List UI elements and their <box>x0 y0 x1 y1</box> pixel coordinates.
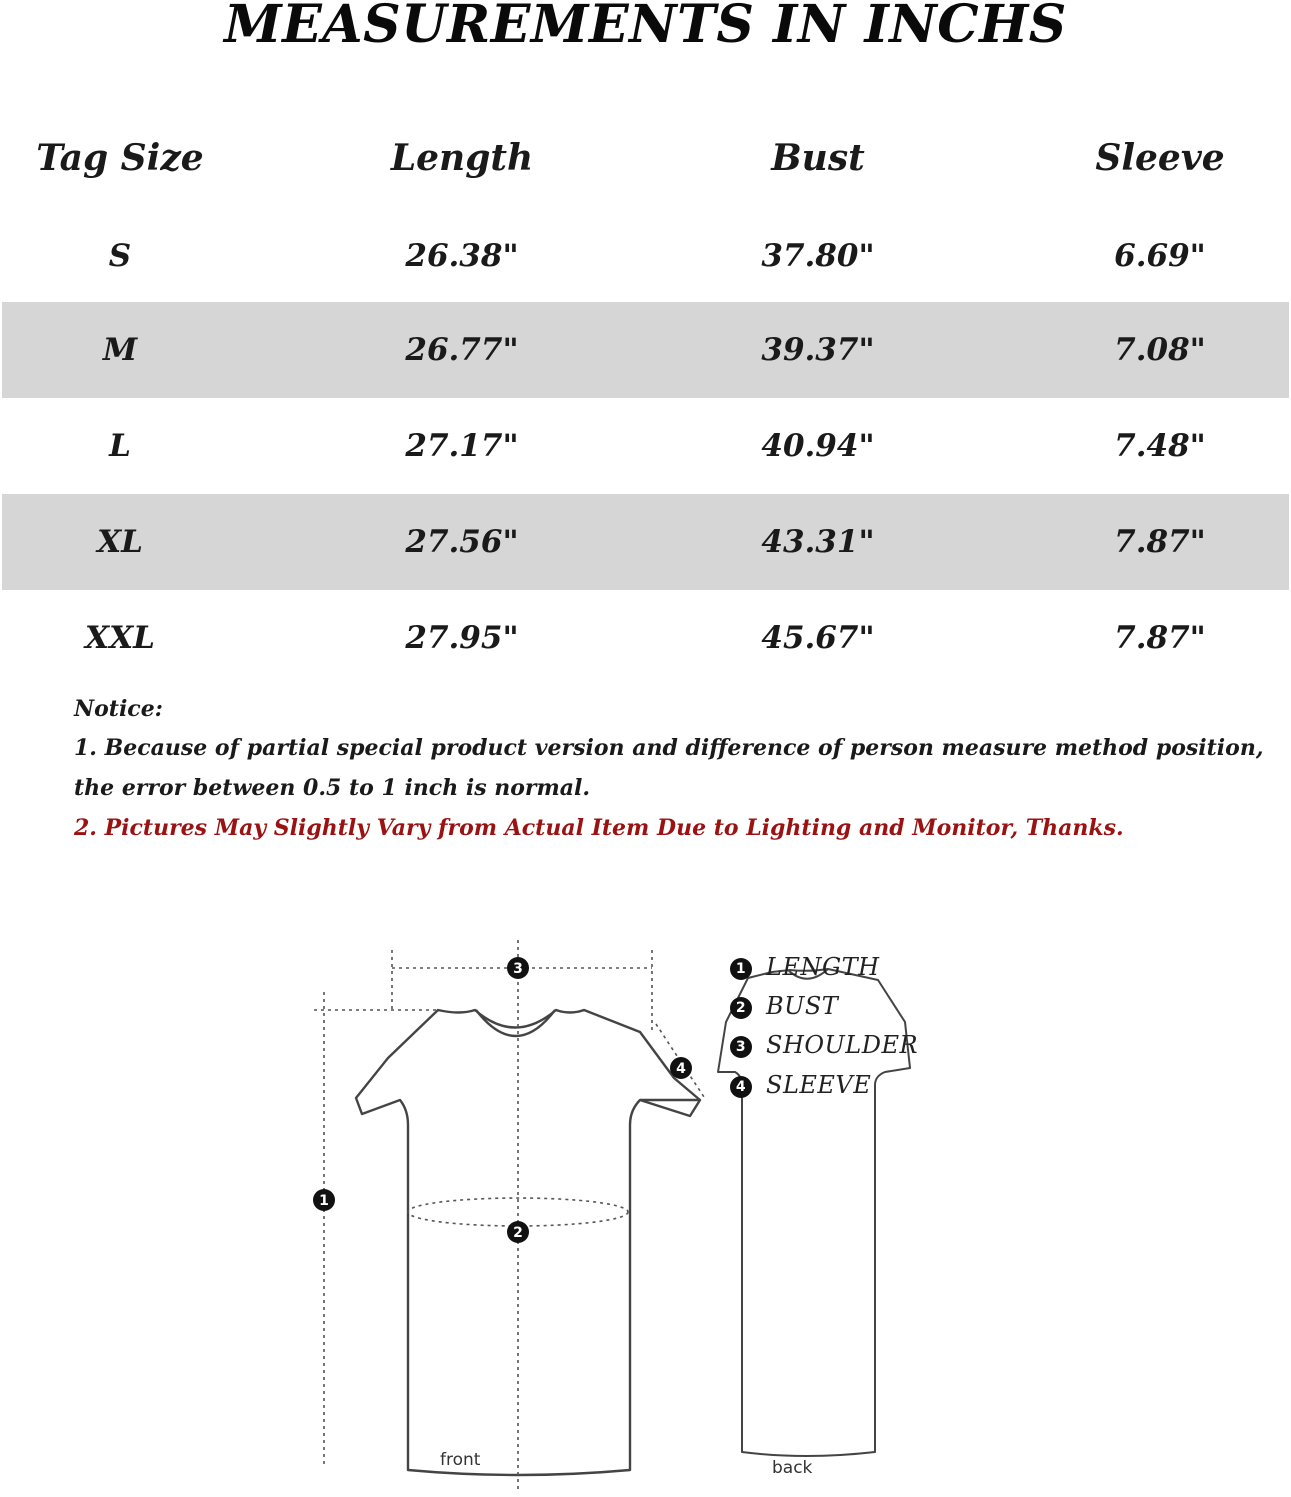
bust-cell: 39.37" <box>761 332 875 368</box>
length-cell: 26.38" <box>405 238 519 274</box>
header-sleeve: Sleeve <box>1095 137 1225 179</box>
front-tshirt <box>356 1010 700 1475</box>
length-cell: 27.17" <box>405 428 519 464</box>
table-row <box>2 398 1289 494</box>
table-row <box>2 494 1289 590</box>
size-cell: S <box>108 238 132 274</box>
legend-label: SHOULDER <box>766 1031 919 1059</box>
table-header-row <box>2 110 1289 206</box>
legend-number-1: 1 <box>730 958 752 980</box>
sleeve-cell: 6.69" <box>1114 238 1206 274</box>
sleeve-cell: 7.87" <box>1114 524 1206 560</box>
marker-3-label: 3 <box>513 961 523 977</box>
measurement-diagram <box>0 880 1291 1493</box>
legend-label: SLEEVE <box>766 1071 872 1099</box>
legend-number-2: 2 <box>730 997 752 1019</box>
measure-lines <box>314 940 706 1490</box>
header-tag-size: Tag Size <box>36 137 204 179</box>
size-cell: XXL <box>85 620 155 656</box>
bust-cell: 40.94" <box>761 428 875 464</box>
length-cell: 26.77" <box>405 332 519 368</box>
length-cell: 27.95" <box>405 620 519 656</box>
notice-line-3: 2. Pictures May Slightly Vary from Actual Item Due to Lighting and Monitor, Thanks. <box>74 815 1124 841</box>
header-length: Length <box>390 137 534 179</box>
page-title: MEASUREMENTS IN INCHS <box>224 0 1067 55</box>
legend-label: LENGTH <box>766 953 880 981</box>
measure-markers <box>313 957 692 1243</box>
marker-2-label: 2 <box>513 1225 523 1241</box>
notice-line-2: the error between 0.5 to 1 inch is normal. <box>74 775 591 801</box>
notice-line-1: 1. Because of partial special product version and difference of person measure method position, <box>74 735 1264 761</box>
back-label: back <box>772 1458 813 1478</box>
table-row <box>2 590 1289 686</box>
size-cell: L <box>109 428 131 464</box>
size-cell: M <box>102 332 138 368</box>
legend-number-3: 3 <box>730 1036 752 1058</box>
table-row <box>2 302 1289 398</box>
length-cell: 27.56" <box>405 524 519 560</box>
marker-1-label: 1 <box>319 1193 329 1209</box>
front-label: front <box>440 1450 481 1470</box>
table-row <box>2 208 1289 304</box>
sleeve-cell: 7.48" <box>1114 428 1206 464</box>
tshirt-illustration <box>0 880 1291 1493</box>
legend-shoulder <box>730 1030 918 1060</box>
size-cell: XL <box>97 524 143 560</box>
legend-sleeve <box>730 1070 871 1100</box>
legend-length <box>730 952 880 982</box>
bust-cell: 45.67" <box>761 620 875 656</box>
bust-cell: 37.80" <box>761 238 875 274</box>
legend-label: BUST <box>766 992 839 1020</box>
bust-cell: 43.31" <box>761 524 875 560</box>
legend-number-4: 4 <box>730 1076 752 1098</box>
marker-4-label: 4 <box>676 1061 686 1077</box>
header-bust: Bust <box>771 137 865 179</box>
notice-heading: Notice: <box>74 696 163 722</box>
sleeve-cell: 7.08" <box>1114 332 1206 368</box>
sleeve-cell: 7.87" <box>1114 620 1206 656</box>
legend-bust <box>730 991 838 1021</box>
